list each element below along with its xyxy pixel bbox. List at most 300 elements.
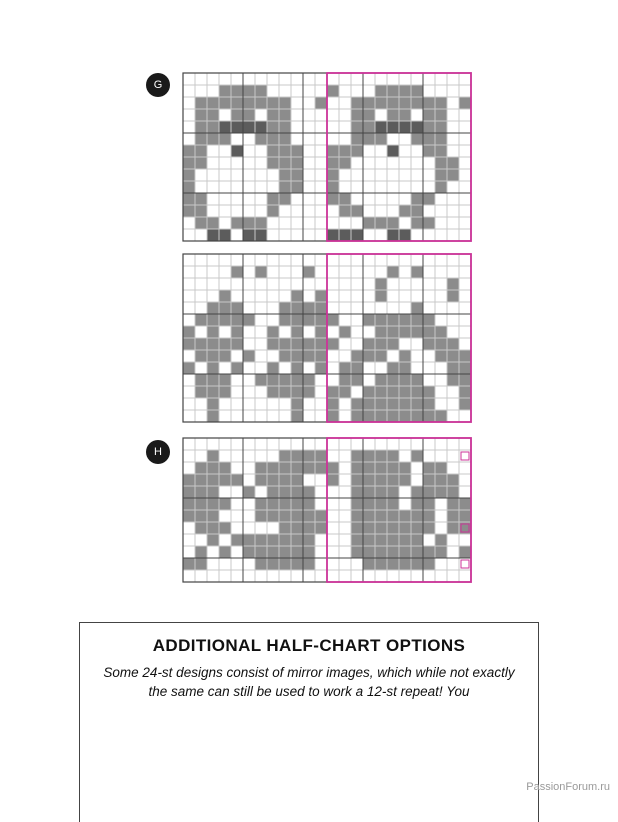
- stitch-cell: [351, 546, 363, 558]
- stitch-cell: [447, 338, 459, 350]
- stitch-cell: [231, 362, 243, 374]
- stitch-cell: [195, 498, 207, 510]
- stitch-cell: [339, 229, 351, 241]
- stitch-cell: [411, 302, 423, 314]
- stitch-cell: [255, 534, 267, 546]
- stitch-cell: [291, 450, 303, 462]
- stitch-cell: [411, 558, 423, 570]
- stitch-cell: [231, 217, 243, 229]
- stitch-cell: [207, 338, 219, 350]
- stitch-cell: [279, 558, 291, 570]
- stitch-cell: [423, 474, 435, 486]
- stitch-cell: [279, 157, 291, 169]
- stitch-cell: [435, 145, 447, 157]
- stitch-cell: [339, 193, 351, 205]
- stitch-cell: [327, 338, 339, 350]
- stitch-cell: [279, 486, 291, 498]
- stitch-cell: [423, 386, 435, 398]
- stitch-cell: [195, 121, 207, 133]
- stitch-cell: [291, 398, 303, 410]
- stitch-cell: [411, 410, 423, 422]
- stitch-cell: [267, 558, 279, 570]
- stitch-cell: [231, 326, 243, 338]
- stitch-cell: [351, 145, 363, 157]
- watermark: PassionForum.ru: [526, 781, 610, 793]
- stitch-cell: [411, 97, 423, 109]
- stitch-cell: [447, 486, 459, 498]
- badge-label-h: H: [154, 446, 162, 458]
- stitch-cell: [183, 145, 195, 157]
- stitch-cell: [375, 374, 387, 386]
- stitch-cell: [363, 398, 375, 410]
- stitch-cell: [351, 462, 363, 474]
- stitch-cell: [303, 314, 315, 326]
- stitch-cell: [327, 410, 339, 422]
- stitch-cell: [435, 326, 447, 338]
- stitch-cell: [351, 133, 363, 145]
- stitch-cell: [423, 522, 435, 534]
- stitch-cell: [279, 109, 291, 121]
- stitch-cell: [363, 486, 375, 498]
- stitch-cell: [195, 510, 207, 522]
- stitch-cell: [207, 121, 219, 133]
- stitch-cell: [279, 314, 291, 326]
- stitch-cell: [303, 374, 315, 386]
- stitch-cell: [387, 109, 399, 121]
- stitch-cell: [375, 510, 387, 522]
- stitch-cell: [411, 121, 423, 133]
- chart-squirrels: [183, 438, 471, 582]
- stitch-cell: [411, 133, 423, 145]
- stitch-cell: [327, 398, 339, 410]
- stitch-cell: [279, 522, 291, 534]
- stitch-cell: [387, 338, 399, 350]
- stitch-cell: [351, 522, 363, 534]
- stitch-cell: [387, 85, 399, 97]
- stitch-cell: [435, 350, 447, 362]
- stitch-cell: [183, 498, 195, 510]
- stitch-cell: [279, 145, 291, 157]
- stitch-cell: [351, 450, 363, 462]
- stitch-cell: [363, 510, 375, 522]
- stitch-cell: [195, 338, 207, 350]
- stitch-cell: [351, 474, 363, 486]
- stitch-cell: [267, 534, 279, 546]
- stitch-cell: [363, 534, 375, 546]
- stitch-cell: [327, 157, 339, 169]
- stitch-cell: [291, 534, 303, 546]
- stitch-cell: [327, 229, 339, 241]
- info-box: [79, 622, 539, 822]
- stitch-cell: [423, 510, 435, 522]
- stitch-cell: [363, 109, 375, 121]
- stitch-cell: [195, 314, 207, 326]
- stitch-cell: [183, 510, 195, 522]
- stitch-cell: [327, 462, 339, 474]
- stitch-cell: [207, 350, 219, 362]
- stitch-cell: [183, 362, 195, 374]
- stitch-cell: [363, 498, 375, 510]
- stitch-cell: [231, 338, 243, 350]
- stitch-cell: [315, 290, 327, 302]
- stitch-cell: [363, 217, 375, 229]
- stitch-cell: [315, 450, 327, 462]
- stitch-cell: [327, 145, 339, 157]
- stitch-cell: [243, 109, 255, 121]
- stitch-cell: [267, 486, 279, 498]
- stitch-cell: [291, 462, 303, 474]
- stitch-cell: [375, 534, 387, 546]
- stitch-cell: [375, 546, 387, 558]
- stitch-cell: [279, 534, 291, 546]
- stitch-cell: [387, 486, 399, 498]
- stitch-cell: [219, 374, 231, 386]
- stitch-cell: [411, 85, 423, 97]
- stitch-cell: [279, 374, 291, 386]
- stitch-cell: [387, 474, 399, 486]
- stitch-cell: [459, 362, 471, 374]
- stitch-cell: [423, 558, 435, 570]
- stitch-cell: [207, 498, 219, 510]
- stitch-cell: [375, 314, 387, 326]
- stitch-cell: [291, 350, 303, 362]
- stitch-cell: [375, 386, 387, 398]
- stitch-cell: [351, 205, 363, 217]
- stitch-cell: [423, 109, 435, 121]
- stitch-cell: [279, 546, 291, 558]
- stitch-cell: [195, 462, 207, 474]
- stitch-cell: [423, 338, 435, 350]
- stitch-cell: [423, 462, 435, 474]
- stitch-cell: [195, 522, 207, 534]
- stitch-cell: [387, 386, 399, 398]
- stitch-cell: [375, 133, 387, 145]
- stitch-cell: [375, 85, 387, 97]
- stitch-cell: [399, 558, 411, 570]
- stitch-cell: [435, 169, 447, 181]
- stitch-cell: [423, 486, 435, 498]
- stitch-cell: [255, 85, 267, 97]
- stitch-cell: [351, 398, 363, 410]
- stitch-cell: [243, 121, 255, 133]
- stitch-cell: [267, 498, 279, 510]
- stitch-cell: [363, 350, 375, 362]
- stitch-cell: [375, 290, 387, 302]
- stitch-cell: [351, 510, 363, 522]
- stitch-cell: [219, 290, 231, 302]
- stitch-cell: [315, 302, 327, 314]
- stitch-cell: [279, 350, 291, 362]
- stitch-cell: [447, 474, 459, 486]
- stitch-cell: [399, 474, 411, 486]
- stitch-cell: [267, 362, 279, 374]
- stitch-cell: [339, 362, 351, 374]
- stitch-cell: [195, 558, 207, 570]
- stitch-cell: [339, 374, 351, 386]
- stitch-cell: [255, 121, 267, 133]
- stitch-cell: [195, 145, 207, 157]
- stitch-cell: [363, 450, 375, 462]
- stitch-cell: [423, 410, 435, 422]
- stitch-cell: [267, 510, 279, 522]
- stitch-cell: [207, 510, 219, 522]
- stitch-cell: [183, 205, 195, 217]
- stitch-cell: [387, 522, 399, 534]
- stitch-cell: [339, 157, 351, 169]
- stitch-cell: [375, 474, 387, 486]
- stitch-cell: [315, 326, 327, 338]
- stitch-cell: [291, 314, 303, 326]
- stitch-cell: [435, 474, 447, 486]
- stitch-cell: [231, 145, 243, 157]
- stitch-cell: [435, 133, 447, 145]
- stitch-cell: [291, 410, 303, 422]
- stitch-cell: [219, 302, 231, 314]
- stitch-cell: [387, 510, 399, 522]
- stitch-cell: [255, 510, 267, 522]
- stitch-cell: [267, 109, 279, 121]
- stitch-cell: [219, 121, 231, 133]
- stitch-cell: [363, 410, 375, 422]
- stitch-cell: [375, 338, 387, 350]
- stitch-cell: [399, 386, 411, 398]
- stitch-cell: [231, 314, 243, 326]
- stitch-cell: [207, 534, 219, 546]
- stitch-cell: [255, 558, 267, 570]
- stitch-cell: [435, 109, 447, 121]
- stitch-cell: [315, 314, 327, 326]
- stitch-cell: [387, 410, 399, 422]
- stitch-cell: [411, 326, 423, 338]
- stitch-cell: [291, 290, 303, 302]
- stitch-cell: [327, 85, 339, 97]
- stitch-cell: [375, 398, 387, 410]
- stitch-cell: [195, 193, 207, 205]
- stitch-cell: [291, 486, 303, 498]
- stitch-cell: [219, 338, 231, 350]
- stitch-cell: [195, 374, 207, 386]
- stitch-cell: [459, 386, 471, 398]
- stitch-cell: [279, 193, 291, 205]
- stitch-cell: [279, 169, 291, 181]
- stitch-cell: [267, 97, 279, 109]
- stitch-cell: [327, 193, 339, 205]
- stitch-cell: [375, 450, 387, 462]
- stitch-cell: [291, 558, 303, 570]
- stitch-cell: [195, 546, 207, 558]
- repeat-marker: [461, 452, 469, 460]
- stitch-cell: [303, 486, 315, 498]
- stitch-cell: [243, 486, 255, 498]
- stitch-cell: [219, 498, 231, 510]
- stitch-cell: [207, 462, 219, 474]
- stitch-cell: [399, 510, 411, 522]
- stitch-cell: [399, 109, 411, 121]
- stitch-cell: [327, 314, 339, 326]
- stitch-cell: [387, 498, 399, 510]
- stitch-cell: [387, 534, 399, 546]
- stitch-cell: [375, 278, 387, 290]
- stitch-cell: [183, 169, 195, 181]
- stitch-cell: [459, 546, 471, 558]
- stitch-cell: [243, 546, 255, 558]
- stitch-cell: [243, 229, 255, 241]
- stitch-cell: [411, 217, 423, 229]
- stitch-cell: [255, 546, 267, 558]
- stitch-cell: [207, 229, 219, 241]
- stitch-cell: [423, 133, 435, 145]
- stitch-cell: [387, 374, 399, 386]
- stitch-cell: [411, 486, 423, 498]
- stitch-cell: [195, 486, 207, 498]
- stitch-cell: [195, 157, 207, 169]
- stitch-cell: [183, 558, 195, 570]
- stitch-cell: [399, 546, 411, 558]
- stitch-cell: [423, 121, 435, 133]
- stitch-cell: [399, 410, 411, 422]
- stitch-cell: [423, 217, 435, 229]
- stitch-cell: [363, 462, 375, 474]
- stitch-cell: [207, 410, 219, 422]
- stitch-cell: [387, 546, 399, 558]
- stitch-cell: [207, 486, 219, 498]
- stitch-cell: [279, 510, 291, 522]
- stitch-cell: [183, 181, 195, 193]
- stitch-cell: [207, 217, 219, 229]
- stitch-cell: [303, 462, 315, 474]
- stitch-cell: [339, 205, 351, 217]
- stitch-cell: [315, 522, 327, 534]
- stitch-cell: [423, 398, 435, 410]
- stitch-cell: [375, 217, 387, 229]
- stitch-cell: [219, 546, 231, 558]
- stitch-cell: [207, 450, 219, 462]
- stitch-cell: [387, 450, 399, 462]
- stitch-cell: [183, 338, 195, 350]
- info-title: ADDITIONAL HALF-CHART OPTIONS: [152, 636, 466, 655]
- stitch-cell: [435, 486, 447, 498]
- stitch-cell: [375, 121, 387, 133]
- stitch-cell: [339, 145, 351, 157]
- stitch-cell: [255, 97, 267, 109]
- badge-label-g: G: [153, 79, 163, 91]
- stitch-cell: [351, 229, 363, 241]
- stitch-cell: [303, 510, 315, 522]
- stitch-cell: [195, 205, 207, 217]
- stitch-cell: [267, 193, 279, 205]
- stitch-cell: [435, 121, 447, 133]
- stitch-cell: [351, 374, 363, 386]
- stitch-cell: [219, 474, 231, 486]
- stitch-cell: [303, 350, 315, 362]
- stitch-cell: [207, 314, 219, 326]
- stitch-cell: [255, 462, 267, 474]
- stitch-cell: [375, 350, 387, 362]
- stitch-cell: [303, 498, 315, 510]
- stitch-cell: [363, 558, 375, 570]
- stitch-cell: [399, 85, 411, 97]
- stitch-cell: [195, 133, 207, 145]
- stitch-cell: [435, 338, 447, 350]
- stitch-cell: [327, 386, 339, 398]
- stitch-cell: [207, 362, 219, 374]
- stitch-cell: [231, 302, 243, 314]
- stitch-cell: [411, 498, 423, 510]
- stitch-cell: [267, 546, 279, 558]
- stitch-cell: [447, 169, 459, 181]
- stitch-cell: [219, 350, 231, 362]
- stitch-cell: [435, 97, 447, 109]
- stitch-cell: [255, 266, 267, 278]
- stitch-cell: [291, 386, 303, 398]
- stitch-cell: [411, 534, 423, 546]
- stitch-cell: [243, 85, 255, 97]
- stitch-cell: [423, 498, 435, 510]
- stitch-cell: [375, 522, 387, 534]
- stitch-cell: [375, 558, 387, 570]
- stitch-cell: [231, 534, 243, 546]
- stitch-cell: [279, 386, 291, 398]
- stitch-cell: [411, 386, 423, 398]
- stitch-cell: [183, 193, 195, 205]
- stitch-cell: [207, 474, 219, 486]
- stitch-cell: [291, 510, 303, 522]
- stitch-cell: [375, 326, 387, 338]
- stitch-cell: [411, 266, 423, 278]
- stitch-cell: [411, 374, 423, 386]
- stitch-cell: [411, 193, 423, 205]
- stitch-cell: [243, 350, 255, 362]
- stitch-cell: [279, 498, 291, 510]
- stitch-cell: [195, 386, 207, 398]
- stitch-cell: [387, 145, 399, 157]
- stitch-cell: [351, 486, 363, 498]
- stitch-cell: [399, 229, 411, 241]
- stitch-cell: [303, 338, 315, 350]
- stitch-cell: [279, 474, 291, 486]
- stitch-cell: [219, 97, 231, 109]
- stitch-cell: [291, 145, 303, 157]
- stitch-cell: [435, 462, 447, 474]
- stitch-cell: [267, 121, 279, 133]
- stitch-cell: [267, 338, 279, 350]
- stitch-cell: [207, 326, 219, 338]
- chart-badge-h: [146, 440, 170, 464]
- stitch-cell: [231, 121, 243, 133]
- stitch-cell: [255, 498, 267, 510]
- stitch-cell: [231, 85, 243, 97]
- stitch-cell: [459, 510, 471, 522]
- stitch-cell: [207, 374, 219, 386]
- stitch-cell: [219, 314, 231, 326]
- stitch-cell: [351, 362, 363, 374]
- stitch-cell: [399, 205, 411, 217]
- stitch-cell: [291, 338, 303, 350]
- stitch-cell: [207, 97, 219, 109]
- stitch-cell: [459, 97, 471, 109]
- stitch-cell: [399, 534, 411, 546]
- stitch-cell: [447, 522, 459, 534]
- stitch-cell: [255, 374, 267, 386]
- stitch-cell: [279, 181, 291, 193]
- stitch-cell: [363, 386, 375, 398]
- stitch-cell: [291, 474, 303, 486]
- stitch-cell: [207, 133, 219, 145]
- stitch-cell: [351, 534, 363, 546]
- stitch-cell: [423, 326, 435, 338]
- stitch-cell: [387, 121, 399, 133]
- stitch-cell: [375, 498, 387, 510]
